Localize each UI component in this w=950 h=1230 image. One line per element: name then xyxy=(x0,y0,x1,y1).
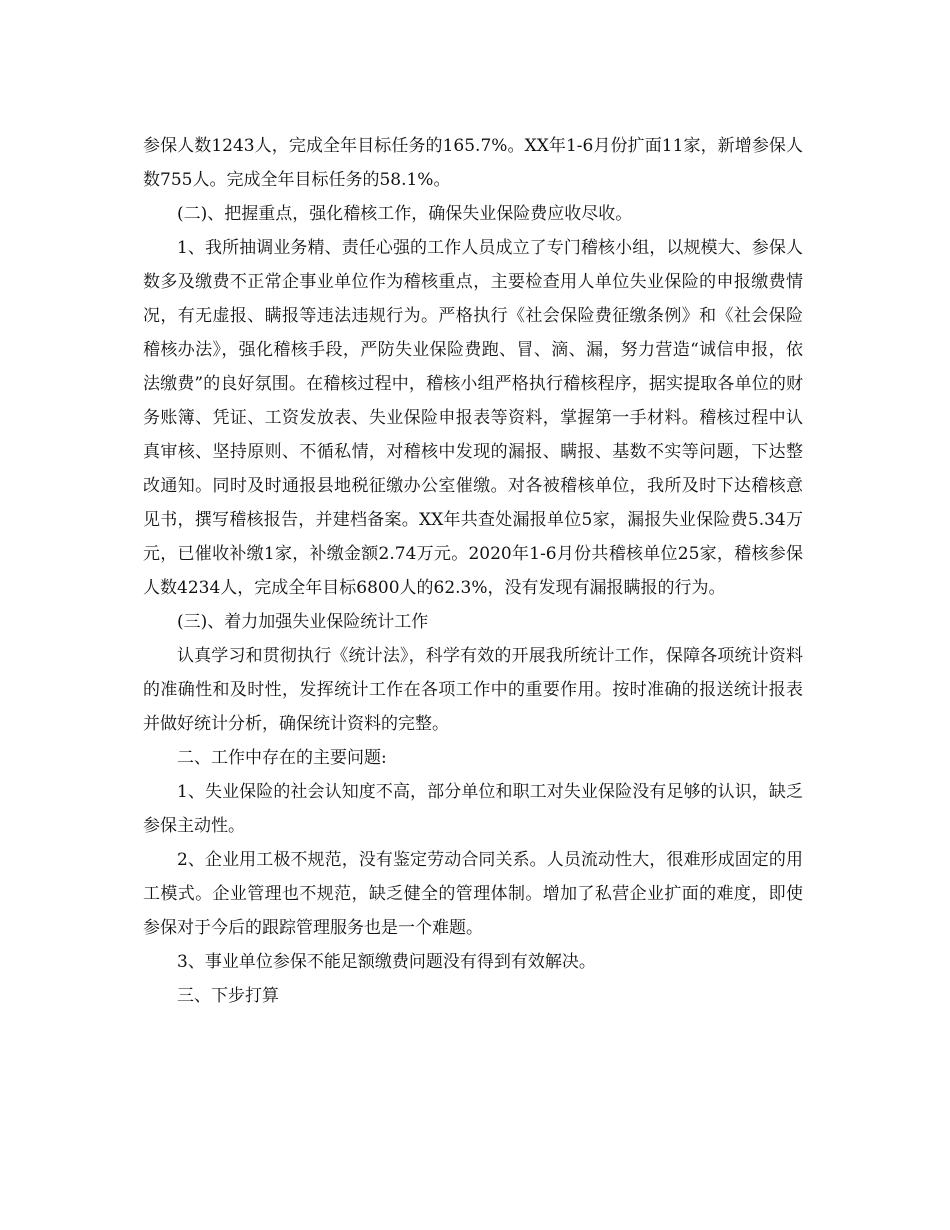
document-body xyxy=(143,129,803,1013)
problem-item-2: 2、企业用工极不规范，没有鉴定劳动合同关系。人员流动性大，很难形成固定的用工模式。企业管理也不规范，缺乏健全的管理体制。增加了私营企业扩面的难度，即使参保对于今后的跟踪管理服务也是一个难题。 xyxy=(143,850,803,938)
section-heading-2: (二)、把握重点，强化稽核工作，确保失业保险费应收尽收。 xyxy=(177,204,633,224)
paragraph-continued: 参保人数1243人，完成全年目标任务的165.7%。XX年1-6月份扩面11家，新增参保人数755人。完成全年目标任务的58.1%。 xyxy=(143,136,803,190)
paragraph-audit: 1、我所抽调业务精、责任心强的工作人员成立了专门稽核小组，以规模大、参保人数多及缴费不正常企事业单位作为稽核重点，主要检查用人单位失业保险的申报缴费情况，有无虚报、瞒报等违法违规行为。严格执行《社会保险费征缴条例》和《社会保险稽核办法》，强化稽核手段，严防失业保险费跑、冒、滴、漏，努力营造“诚信申报，依法缴费”的良好氛围。在稽核过程中，稽核小组严格执行稽核程序，据实提取各单位的财务账簿、凭证、工资发放表、失业保险申报表等资料，掌握第一手材料。稽核过程中认真审核、坚持原则、不循私情，对稽核中发现的漏报、瞒报、基数不实等问题，下达整改通知。同时及时通报县地税征缴办公室催缴。对各被稽核单位，我所及时下达稽核意见书，撰写稽核报告，并建档备案。XX年共查处漏报单位5家，漏报失业保险费5.34万元，已催收补缴1家，补缴金额2.74万元。2020年1-6月份共稽核单位25家，稽核参保人数4234人，完成全年目标6800人的62.3%，没有发现有漏报瞒报的行为。 xyxy=(143,238,803,598)
heading-problems: 二、工作中存在的主要问题: xyxy=(177,748,387,768)
problem-item-1: 1、失业保险的社会认知度不高，部分单位和职工对失业保险没有足够的认识，缺乏参保主动性。 xyxy=(143,782,803,836)
heading-next-steps: 三、下步打算 xyxy=(177,986,279,1006)
section-heading-3: (三)、着力加强失业保险统计工作 xyxy=(177,612,429,632)
problem-item-3: 3、事业单位参保不能足额缴费问题没有得到有效解决。 xyxy=(177,952,596,972)
paragraph-statistics: 认真学习和贯彻执行《统计法》，科学有效的开展我所统计工作，保障各项统计资料的准确性和及时性，发挥统计工作在各项工作中的重要作用。按时准确的报送统计报表并做好统计分析，确保统计资料的完整。 xyxy=(143,646,803,734)
